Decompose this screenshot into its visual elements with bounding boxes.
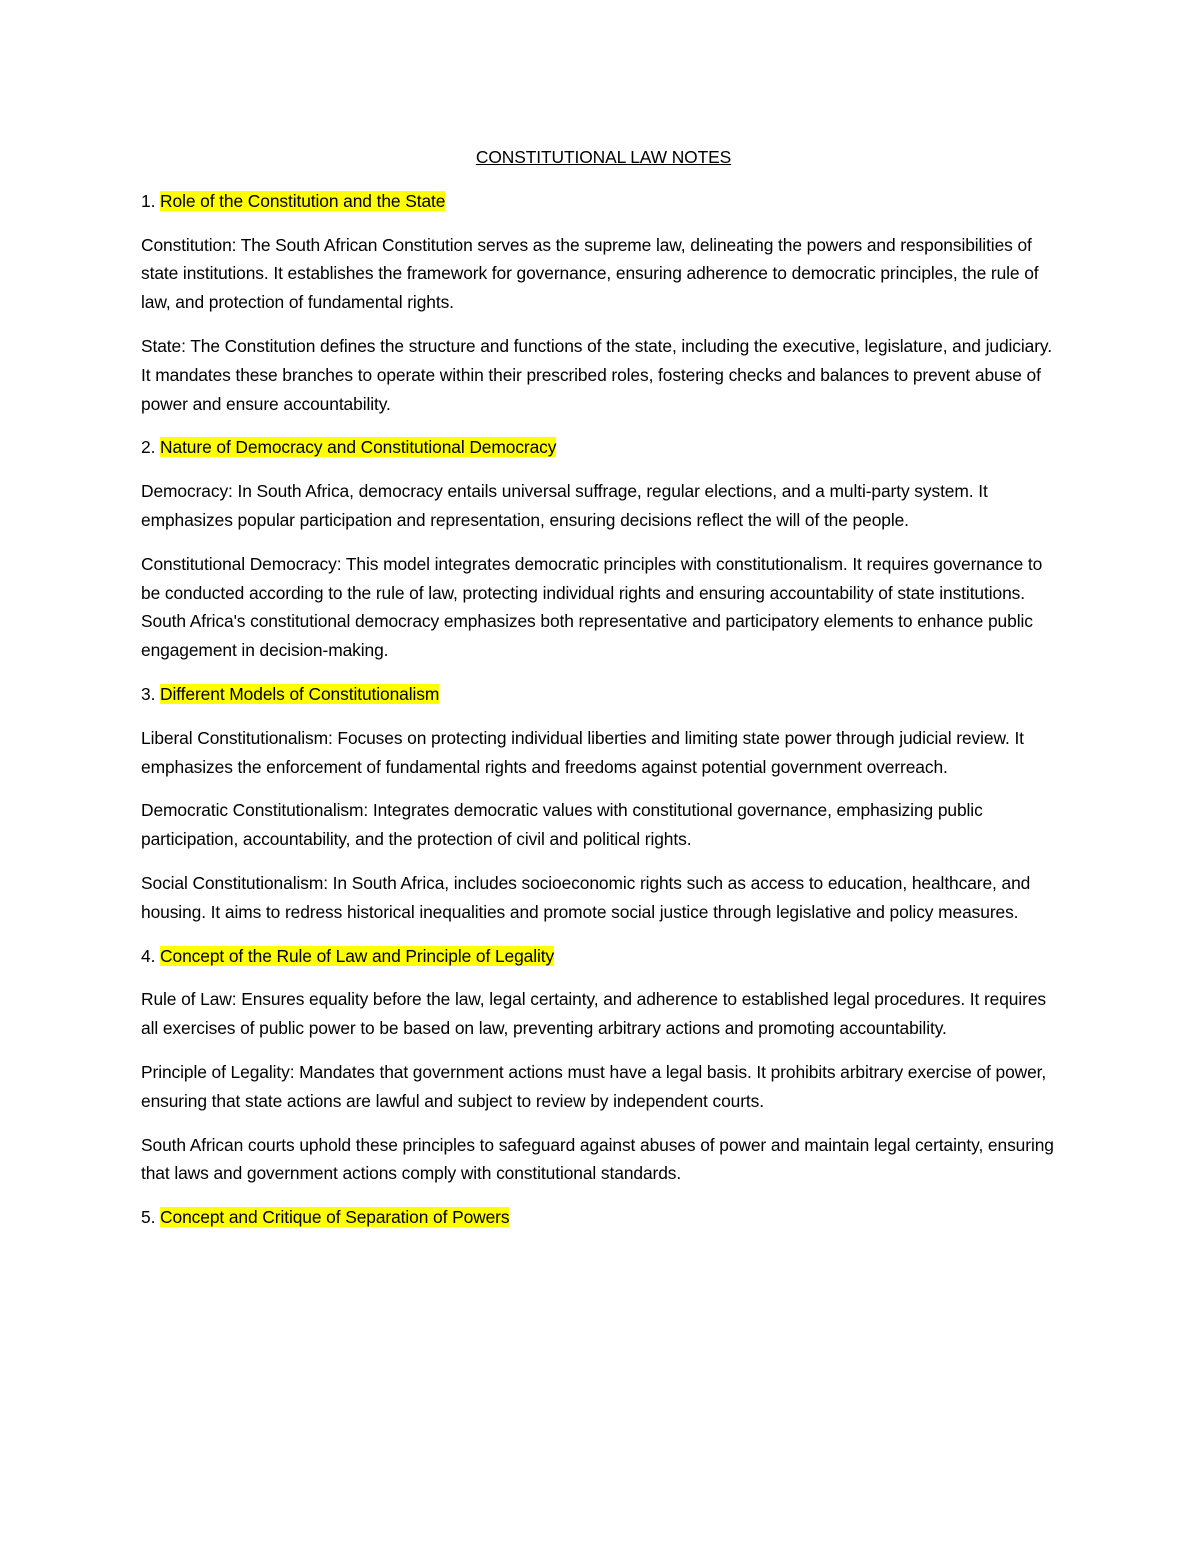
paragraph-constitution: Constitution: The South African Constitution serves as the supreme law, delineating the powers and responsibilities of state institutions. It establishes the framework for governance, ensuring adherence to democratic principles, the rule of law, and protection of fundamental rights. <box>141 234 1039 313</box>
document-title: CONSTITUTIONAL LAW NOTES <box>475 147 732 167</box>
section-heading-4 <box>141 942 1066 971</box>
paragraph-rule-of-law: Rule of Law: Ensures equality before the law, legal certainty, and adherence to established legal procedures. It requires all exercises of public power to be based on law, preventing arbitrary actions and promoting accountability. <box>141 989 1047 1039</box>
paragraph-democratic-constitutionalism: Democratic Constitutionalism: Integrates democratic values with constitutional governance, emphasizing public participation, accountability, and the protection of civil and political rights. <box>141 800 983 850</box>
section-heading-2 <box>141 433 1066 462</box>
section-heading-3 <box>141 680 1066 709</box>
section-heading-5 <box>141 1203 1066 1232</box>
section-number: 3. <box>141 683 156 704</box>
section-title-highlighted: Concept and Critique of Separation of Powers <box>160 1207 510 1228</box>
paragraph-state: State: The Constitution defines the structure and functions of the state, including the executive, legislature, and judiciary. It mandates these branches to operate within their prescribed roles, fostering checks and balances to prevent abuse of power and ensure accountability. <box>141 335 1052 414</box>
section-number: 4. <box>141 945 156 966</box>
paragraph-courts: South African courts uphold these principles to safeguard against abuses of power and maintain legal certainty, ensuring that laws and government actions comply with constitutional standards. <box>141 1134 1054 1184</box>
section-number: 5. <box>141 1207 156 1228</box>
section-title-highlighted: Concept of the Rule of Law and Principle of Legality <box>160 945 555 966</box>
section-number: 1. <box>141 190 156 211</box>
section-title-highlighted: Nature of Democracy and Constitutional Democracy <box>160 437 557 458</box>
section-heading-1 <box>141 187 1066 216</box>
paragraph-democracy: Democracy: In South Africa, democracy entails universal suffrage, regular elections, and a multi-party system. It emphasizes popular participation and representation, ensuring decisions reflect the will of the people. <box>141 481 988 530</box>
paragraph-liberal-constitutionalism: Liberal Constitutionalism: Focuses on protecting individual liberties and limiting state power through judicial review. It emphasizes the enforcement of fundamental rights and freedoms against potential government overreach. <box>141 727 1024 777</box>
paragraph-principle-of-legality: Principle of Legality: Mandates that government actions must have a legal basis. It prohibits arbitrary exercise of power, ensuring that state actions are lawful and subject to review by independent courts. <box>141 1061 1047 1111</box>
document-body <box>141 143 1066 1247</box>
section-title-highlighted: Different Models of Constitutionalism <box>160 683 440 704</box>
section-title-highlighted: Role of the Constitution and the State <box>160 190 446 211</box>
paragraph-constitutional-democracy: Constitutional Democracy: This model integrates democratic principles with constitutionalism. It requires governance to be conducted according to the rule of law, protecting individual rights and ensuring accountability of state institutions. South Africa's constitutional democracy emphasizes both representative and participatory elements to enhance public engagement in decision-making. <box>141 553 1043 661</box>
paragraph-social-constitutionalism: Social Constitutionalism: In South Africa, includes socioeconomic rights such as access to education, healthcare, and housing. It aims to redress historical inequalities and promote social justice through legislative and policy measures. <box>141 872 1031 922</box>
section-number: 2. <box>141 437 156 458</box>
